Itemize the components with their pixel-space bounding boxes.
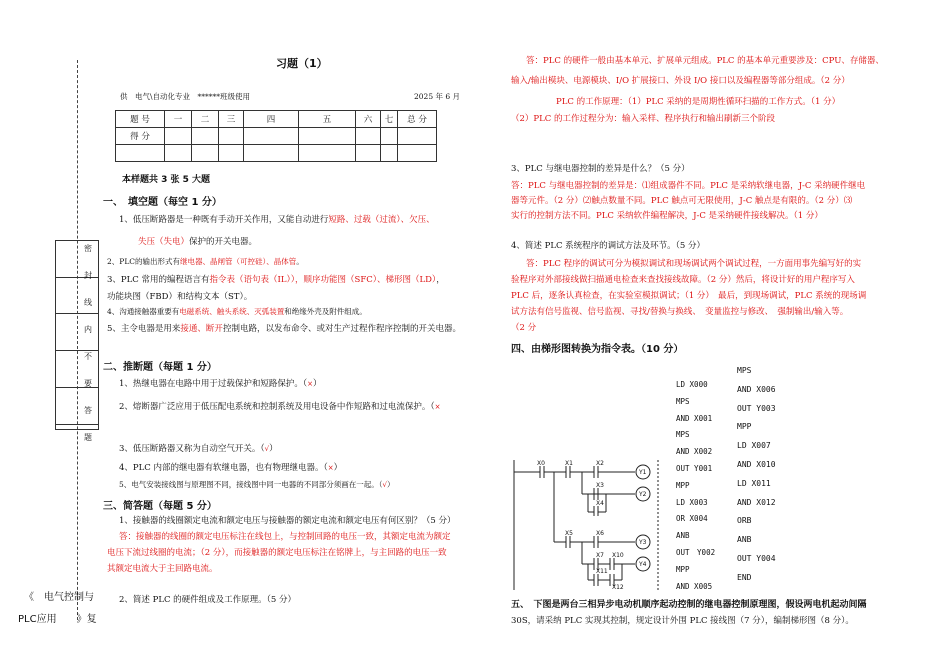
judge-1-close: ）	[313, 379, 322, 389]
score-cell[interactable]	[381, 128, 398, 145]
instr: AND X005	[676, 581, 713, 591]
score-cell[interactable]	[356, 128, 381, 145]
q3-answer: 指令表（语句表（IL））	[209, 275, 295, 285]
score-cell[interactable]	[244, 128, 299, 145]
score-header: 七	[381, 111, 398, 128]
instr: ANB	[737, 535, 752, 545]
short-q3: 3、PLC 与继电器控制的差异是什么？（5 分）	[511, 164, 690, 174]
instr: AND X006	[737, 384, 776, 394]
short-a4-line4: 试方法有信号监视、信号监视、寻找/替换与换线、 变量监控与修改、 强制输出/输入等。	[511, 307, 849, 317]
page-title: 习题（1）	[276, 57, 328, 70]
judge-3: 3、低压断路器又称为自动空气开关。（	[119, 444, 265, 454]
judge-1-mark: ×	[307, 380, 314, 388]
instr: MPS	[676, 396, 690, 406]
q1-answer: 短路、过载（过流）、欠压、	[328, 215, 435, 225]
score-row-label: 得 分	[116, 128, 165, 145]
binding-char: 封	[84, 271, 92, 280]
ladder-label: X1	[565, 460, 573, 467]
binding-char: 内	[84, 325, 92, 334]
instr: LD X000	[676, 380, 708, 389]
q2-answer: 继电器、晶闸管（可控硅）、晶体管	[180, 257, 297, 266]
meta-audience: 供 电气\自动化专业 ******班级使用	[120, 92, 251, 101]
binding-char: 密	[84, 244, 92, 253]
short-a2-line3: PLC 的工作原理：（1）PLC 采纳的是周期性循环扫描的工作方式。（1 分）	[556, 97, 841, 107]
binding-char: 题	[84, 433, 92, 442]
judge-2-mark: ×	[434, 403, 441, 411]
short-a1-line2: 电压下流过线圈的电流；（2 分），而接触器的额定电压标注在铭牌上，与主回路的电压一致	[107, 548, 447, 558]
section-5-heading: 五、 下图是两台三相异步电动机顺序起动控制的继电器控制原理图，假设两电机起动间隔	[511, 600, 867, 610]
score-header: 四	[244, 111, 299, 128]
instr: OUT Y003	[737, 403, 776, 413]
section-3-heading: 三、简答题（每题 5 分）	[103, 501, 217, 512]
judge-3-close: ）	[269, 444, 278, 454]
binding-char: 不	[84, 352, 92, 361]
ladder-label: X7	[596, 552, 604, 559]
instr: OUT Y004	[737, 553, 776, 563]
q1-answer-2: 失压（失电）	[138, 237, 190, 247]
q3-text-2: 功能块图（FBD）和结构文本（ST）。	[107, 292, 253, 302]
judge-5: 5、电气安装接线图与原理图不同，接线图中同一电器的不同部分须画在一起。（	[119, 480, 383, 489]
q1-text: 1、低压断路器是一种既有手动开关作用，又能自动进行	[119, 215, 329, 225]
q4-answer: 电磁系统、触头系统、灭弧装置	[179, 307, 285, 316]
short-a1-line3: 其额定电流大于主回路电流。	[107, 564, 218, 574]
ladder-label: Y2	[639, 491, 647, 498]
short-a3-line3: 实行的控制方法不同。PLC 采纳软件编程解决，J-C 是采纳硬件接线解决。（1 分）	[511, 211, 823, 221]
instr: AND X002	[676, 447, 713, 457]
ladder-label: X6	[596, 530, 604, 537]
judge-2: 2、熔断器广泛应用于低压配电系统和控制系统及用电设备中作短路和过电流保护。（	[119, 402, 435, 412]
short-a1-line1: 答：接触器的线圈的额定电压标注在线包上，与控制回路的电压一致，其额定电流为额定	[119, 532, 451, 542]
instr: MPS	[737, 366, 752, 375]
judge-3-mark: √	[264, 445, 270, 453]
short-q2: 2、简述 PLC 的硬件组成及工作原理。（5 分）	[119, 595, 297, 605]
score-header: 二	[192, 111, 219, 128]
ladder-label: X0	[537, 460, 545, 467]
short-a3-line2: 器等元件。（2 分）⑵触点数量不同。PLC 触点可无限使用，J-C 触点是有限的。（2 分）⑶	[511, 196, 853, 206]
score-header: 六	[356, 111, 381, 128]
score-header: 题 号	[116, 111, 165, 128]
q3-text: 3、PLC 常用的编程语言有	[107, 275, 210, 285]
section-5-text: 30S，请采纳 PLC 实现其控制，规定设计外围 PLC 接线图（7 分），编制梯形图（8 分）。	[511, 616, 854, 626]
binding-char: 线	[84, 298, 92, 307]
short-a4-line3: PLC 后，逐条认真检查，在实验室模拟调试；（1 分） 最后，到现场调试，PLC 系统的现场调	[511, 291, 867, 301]
instruction-list-2	[737, 362, 776, 588]
meta-date: 2025 年 6 月	[414, 92, 461, 101]
q3-comma: ，	[436, 275, 445, 285]
short-a4-line5: （2 分	[511, 323, 537, 333]
judge-4: 4、PLC 内部的继电器有软继电器，也有物理继电器。（	[119, 463, 328, 473]
instr: MPP	[676, 564, 690, 574]
instr: OUT Y001	[676, 463, 713, 473]
ladder-label: X12	[612, 584, 624, 591]
instr: LD X003	[676, 497, 708, 507]
exam-note: 本样题共 3 张 5 大题	[122, 175, 211, 185]
q3-answer-2: ，顺序功能图（SFC）、梯形图（LD）	[295, 275, 437, 285]
ladder-label: X11	[596, 568, 608, 575]
score-cell[interactable]	[219, 128, 244, 145]
instr: MPP	[676, 480, 690, 490]
short-a2-line2: 输入/输出模块、电源模块、I/O 扩展接口、外设 I/O 接口以及编程器等部分组成。（2 分）	[511, 76, 850, 86]
short-a4-line1: 答：PLC 程序的调试可分为模拟调试和现场调试两个调试过程，一方面用事先编写好的实	[526, 259, 862, 269]
score-cell[interactable]	[398, 128, 437, 145]
short-q1: 1、接触器的线圈额定电流和额定电压与接触器的额定电流和额定电压有何区别？（5 分）	[119, 516, 456, 526]
score-header: 一	[165, 111, 192, 128]
ladder-label: Y3	[639, 539, 647, 546]
instr: OUT Y002	[676, 547, 716, 557]
instr: AND X001	[676, 413, 713, 423]
instr: MPP	[737, 422, 752, 432]
short-a2-line1: 答：PLC 的硬件一般由基本单元、扩展单元组成。PLC 的基本单元重要涉及：CPU、存储器、	[526, 56, 884, 66]
instr: OR X004	[676, 514, 708, 524]
q5-answer: 接通、断开	[180, 324, 223, 334]
binding-chars	[84, 245, 96, 461]
q5-text: 5、主令电器是用来	[107, 324, 181, 334]
ladder-label: X4	[596, 500, 604, 507]
instr: ANB	[676, 531, 690, 541]
instr: ORB	[737, 516, 752, 526]
instruction-list-1	[676, 377, 715, 595]
instr: MPS	[676, 430, 690, 440]
short-a2-line4: （2）PLC 的工作过程分为：输入采样、程序执行和输出刷新三个阶段	[511, 114, 775, 124]
score-header: 总 分	[398, 111, 437, 128]
instr: END	[737, 572, 752, 582]
score-cell[interactable]	[192, 128, 219, 145]
section-2-heading: 二、推断题（每题 1 分）	[103, 362, 217, 373]
ladder-label: Y4	[639, 561, 647, 568]
score-header: 五	[299, 111, 356, 128]
instr: LD X007	[737, 441, 771, 451]
q2-text: 2、PLC的输出形式有	[107, 257, 181, 266]
ladder-label: X2	[596, 460, 604, 467]
instr: AND X012	[737, 497, 776, 507]
instr: AND X010	[737, 459, 776, 469]
judge-5-mark: √	[382, 481, 387, 489]
q4-text: 4、沟通接触器重要有	[107, 307, 180, 316]
q4-text-2: 和绝缘外壳及附件组成。	[284, 307, 367, 316]
short-a3-line1: 答：PLC 与继电器控制的差异是：⑴组成器件不同。PLC 是采纳软继电器，J-C 采纳硬件继电	[511, 181, 866, 191]
short-a4-line2: 验程序对外部接线做扫描通电检查来查找接线故障。（2 分）然后，将设计好的用户程序写入	[511, 275, 855, 285]
book-title-1: 《 电气控制与	[24, 592, 94, 603]
section-4-heading: 四、由梯形图转换为指令表。（10 分）	[511, 344, 684, 355]
instr: LD X011	[737, 478, 771, 488]
score-table	[115, 110, 437, 162]
judge-4-close: ）	[333, 463, 343, 473]
section-1-heading: 一、 填空题（每空 1 分）	[103, 197, 222, 208]
score-header: 三	[219, 111, 244, 128]
q5-text-2: 控制电路，以发布命令、或对生产过程作程序控制的开关电器。	[222, 324, 461, 334]
ladder-label: X3	[596, 482, 604, 489]
binding-char: 要	[84, 379, 92, 388]
judge-5-close: ）	[387, 480, 395, 489]
q2-end: 。	[296, 257, 304, 266]
binding-char: 答	[84, 406, 92, 415]
short-q4: 4、简述 PLC 系统程序的调试方法及环节。（5 分）	[511, 241, 706, 251]
judge-1: 1、热继电器在电路中用于过载保护和短路保护。（	[119, 379, 308, 389]
book-title-2: PLC应用 》复	[18, 614, 97, 625]
ladder-label: X5	[565, 530, 573, 537]
q1-text-2: 保护的开关电器。	[189, 237, 258, 247]
judge-4-mark: ×	[327, 464, 334, 472]
score-cell[interactable]	[165, 128, 192, 145]
ladder-diagram	[510, 458, 675, 593]
ladder-label: Y1	[639, 469, 647, 476]
score-cell[interactable]	[299, 128, 356, 145]
ladder-label: X10	[612, 552, 624, 559]
